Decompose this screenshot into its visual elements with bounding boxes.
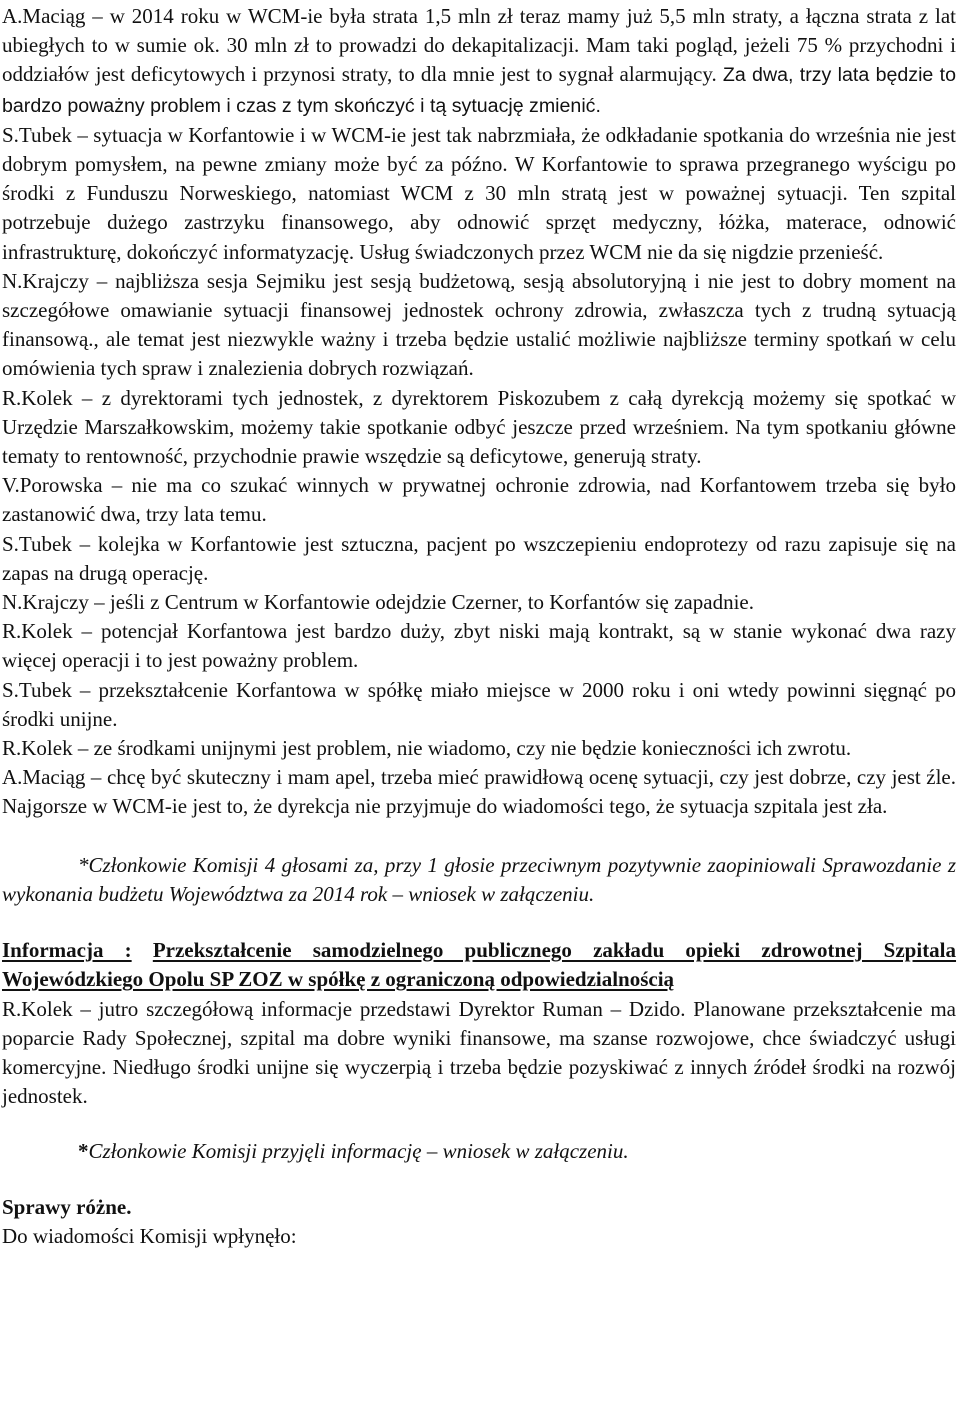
paragraph-maciag-2: A.Maciąg – chcę być skuteczny i mam apel, trzeba mieć prawidłową ocenę sytuacji, czy jest dobrze, czy jest źle. Najgorsze w WCM-ie jest to, że dyrekcja nie przyjmuje do wiadomości tego, że sytuacja szpitala jest zła. <box>2 765 956 819</box>
misc-heading: Sprawy różne. <box>2 1194 132 1219</box>
paragraph-maciag-1-sans-text: Za dwa, trzy lata będzie to bardzo poważny problem i czas z tym skończyć i tą sytuację zmienić. <box>2 64 956 117</box>
paragraph-kolek-1: R.Kolek – z dyrektorami tych jednostek, z dyrektorem Piskozubem z całą dyrekcją możemy się spotkać w Urzędzie Marszałkowskim, możemy takie spotkanie odbyć jeszcze przed wrześniem. Na tym spotkaniu główne tematy to rentowność, przychodnie prawie wszędzie są deficytowe, generują straty. <box>2 385 956 469</box>
committee-note-budget: *Członkowie Komisji 4 głosami za, przy 1 głosie przeciwnym pozytywnie zaopiniowali Sprawozdanie z wykonania budżetu Województwa za 2014 rok – wniosek w załączeniu. <box>2 852 956 906</box>
paragraph-porowska: V.Porowska – nie ma co szukać winnych w prywatnej ochronie zdrowia, nad Korfantowem trzeba się było zastanowić dwa, trzy lata temu. <box>2 473 956 527</box>
committee-note-information-text: Członkowie Komisji przyjęli informację – wniosek w załączeniu. <box>88 1139 629 1164</box>
committee-note-star: * <box>78 1139 89 1164</box>
section-heading-title: Przekształcenie samodzielnego publicznego zakładu opieki zdrowotnej Szpitala Wojewódzkiego Opolu SP ZOZ w spółkę z ograniczoną odpowiedzialnością <box>2 938 957 992</box>
paragraph-kolek-2: R.Kolek – potencjał Korfantowa jest bardzo duży, zbyt niski mają kontrakt, są w stanie wykonać dwa razy więcej operacji i to jest poważny problem. <box>2 619 956 673</box>
paragraph-kolek-3: R.Kolek – ze środkami unijnymi jest problem, nie wiadomo, czy nie będzie konieczności ich zwrotu. <box>2 736 852 761</box>
misc-line: Do wiadomości Komisji wpłynęło: <box>2 1223 297 1248</box>
paragraph-tubek-2: S.Tubek – kolejka w Korfantowie jest sztuczna, pacjent po wszczepieniu endoprotezy od razu zapisuje się na zapas na drugą operację. <box>2 531 956 585</box>
paragraph-maciag-1 <box>2 2 956 121</box>
paragraph-krajczy-2: N.Krajczy – jeśli z Centrum w Korfantowie odejdzie Czerner, to Korfantów się zapadnie. <box>2 590 754 615</box>
section-heading-information <box>2 936 956 994</box>
paragraph-tubek-1: S.Tubek – sytuacja w Korfantowie i w WCM-ie jest tak nabrzmiała, że odkładanie spotkania do września nie jest dobrym pomysłem, na pewne zmiany może być za późno. W Korfantowie to sprawa przegranego wyścigu po środki z Funduszu Norweskiego, natomiast WCM z 30 mln stratą jest w poważnej sytuacji. Ten szpital potrzebuje dużego zastrzyku finansowego, aby odnowić sprzęt medyczny, łóżka, materace, odnowić infrastrukturę, dokończyć informatyzację. Usług świadczonych przez WCM nie da się nigdzie przenieść. <box>2 122 956 264</box>
paragraph-maciag-1-text: A.Maciąg – w 2014 roku w WCM-ie była strata 1,5 mln zł teraz mamy już 5,5 mln straty, a łączna strata z lat ubiegłych to w sumie ok. 30 mln zł to prowadzi do dekapitalizacji. Mam taki pogląd, jeżeli 75 % przychodni i oddziałów jest deficytowych i przynosi straty, to dla mnie jest to sygnał alarmujący. <box>2 4 956 87</box>
section-heading-label: Informacja : <box>2 938 132 963</box>
paragraph-tubek-3: S.Tubek – przekształcenie Korfantowa w spółkę miało miejsce w 2000 roku i oni wtedy powinni sięgnąć po środki unijne. <box>2 677 956 731</box>
paragraph-krajczy-1: N.Krajczy – najbliższa sesja Sejmiku jest sesją budżetową, sesją absolutoryjną i nie jest to dobry moment na szczegółowe omawianie sytuacji finansowej jednostek ochrony zdrowia, zwłaszcza tych z trudną sytuacją finansową., ale temat jest niezwykle ważny i trzeba będzie ustalić możliwie najbliższe terminy spotkań w celu omówienia tych spraw i znalezienia dobrych rozwiązań. <box>2 268 956 381</box>
committee-note-information <box>2 1137 956 1166</box>
paragraph-kolek-information: R.Kolek – jutro szczegółową informacje przedstawi Dyrektor Ruman – Dzido. Planowane przekształcenie ma poparcie Rady Społecznej, szpital ma dobre wyniki finansowe, ma szanse rozwojowe, chce świadczyć usługi komercyjne. Niedługo środki unijne się wyczerpią i trzeba będzie pozyskiwać z innych źródeł środki na rozwój jednostek. <box>2 996 956 1109</box>
